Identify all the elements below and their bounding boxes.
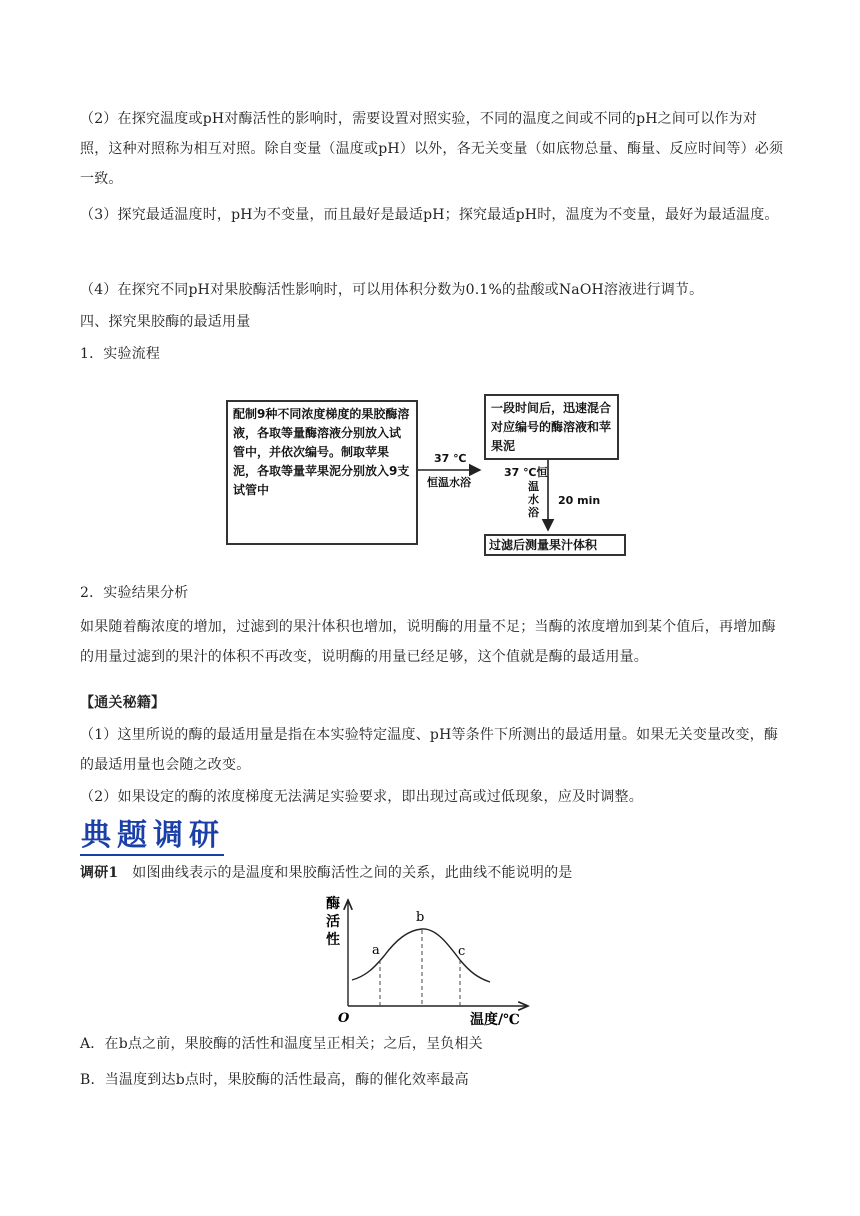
section-brand-title bbox=[80, 818, 224, 854]
brand-char-3: 调 bbox=[152, 818, 188, 856]
box-measure-juice: 过滤后测量果汁体积 bbox=[484, 534, 626, 556]
origin-label: O bbox=[338, 1011, 350, 1026]
brand-char-4: 研 bbox=[188, 818, 224, 856]
section-heading-optimal-dosage: 四、探究果胶酶的最适用量 bbox=[80, 314, 251, 330]
subheading-procedure: 1．实验流程 bbox=[80, 346, 161, 362]
down-temp-label: 37 ℃恒 bbox=[504, 466, 548, 479]
tip-1: （1）这里所说的酶的最适用量是指在本实验特定温度、pH等条件下所测出的最适用量。如果无关变量改变，酶的最适用量也会随之改变。 bbox=[80, 727, 779, 773]
subheading-analysis: 2．实验结果分析 bbox=[80, 585, 189, 601]
y-label-1: 酶 bbox=[326, 896, 340, 912]
brand-char-1: 典 bbox=[80, 818, 116, 856]
y-label-3: 性 bbox=[326, 932, 340, 948]
paragraph-analysis: 如果随着酶浓度的增加，过滤到的果汁体积也增加，说明酶的用量不足；当酶的浓度增加到某个值后，再增加酶的用量过滤到的果汁的体积不再改变，说明酶的用量已经足够，这个值就是酶的最适用量。 bbox=[80, 619, 776, 665]
option-b: B．当温度到达b点时，果胶酶的活性最高，酶的催化效率最高 bbox=[80, 1072, 469, 1088]
arrow-bath-label: 恒温水浴 bbox=[427, 476, 471, 489]
point-c-label: c bbox=[458, 944, 466, 959]
box-prepare-solutions: 配制9种不同浓度梯度的果胶酶溶液，各取等量酶溶液分别放入试管中，并依次编号。制取苹果泥，各取等量苹果泥分别放入9支试管中 bbox=[226, 400, 418, 545]
down-time-label: 20 min bbox=[558, 494, 601, 507]
experiment-flowchart bbox=[222, 392, 626, 560]
paragraph-optimum-conditions: （3）探究最适温度时，pH为不变量，而且最好是最适pH；探究最适pH时，温度为不变量，最好为最适温度。 bbox=[80, 207, 779, 223]
question-label: 调研1 bbox=[80, 865, 119, 881]
down-bath-label: 温水浴 bbox=[528, 480, 539, 519]
tip-2: （2）如果设定的酶的浓度梯度无法满足实验要求，即出现过高或过低现象，应及时调整。 bbox=[80, 789, 643, 805]
arrow-temp-label: 37 ℃ bbox=[434, 452, 467, 465]
brand-char-2: 题 bbox=[116, 818, 152, 856]
question-line bbox=[80, 858, 785, 888]
question-text: 如图曲线表示的是温度和果胶酶活性之间的关系，此曲线不能说明的是 bbox=[132, 865, 573, 881]
option-a: A．在b点之前，果胶酶的活性和温度呈正相关；之后，呈负相关 bbox=[80, 1036, 483, 1052]
paragraph-controls: （2）在探究温度或pH对酶活性的影响时，需要设置对照实验，不同的温度之间或不同的pH之间可以作为对照，这种对照称为相互对照。除自变量（温度或pH）以外，各无关变量（如底物总量、酶量、反应时间等）必须一致。 bbox=[80, 111, 784, 187]
point-b-label: b bbox=[416, 910, 425, 925]
x-label: 温度/℃ bbox=[470, 1012, 520, 1026]
point-a-label: a bbox=[372, 943, 380, 958]
box-mix-samples: 一段时间后，迅速混合对应编号的酶溶液和苹果泥 bbox=[484, 394, 619, 460]
y-label-2: 活 bbox=[326, 914, 340, 930]
temperature-activity-figure bbox=[318, 894, 534, 1026]
paragraph-ph-adjustment: （4）在探究不同pH对果胶酶活性影响时，可以用体积分数为0.1%的盐酸或NaOH溶液进行调节。 bbox=[80, 282, 704, 298]
tips-title: 【通关秘籍】 bbox=[80, 695, 166, 711]
